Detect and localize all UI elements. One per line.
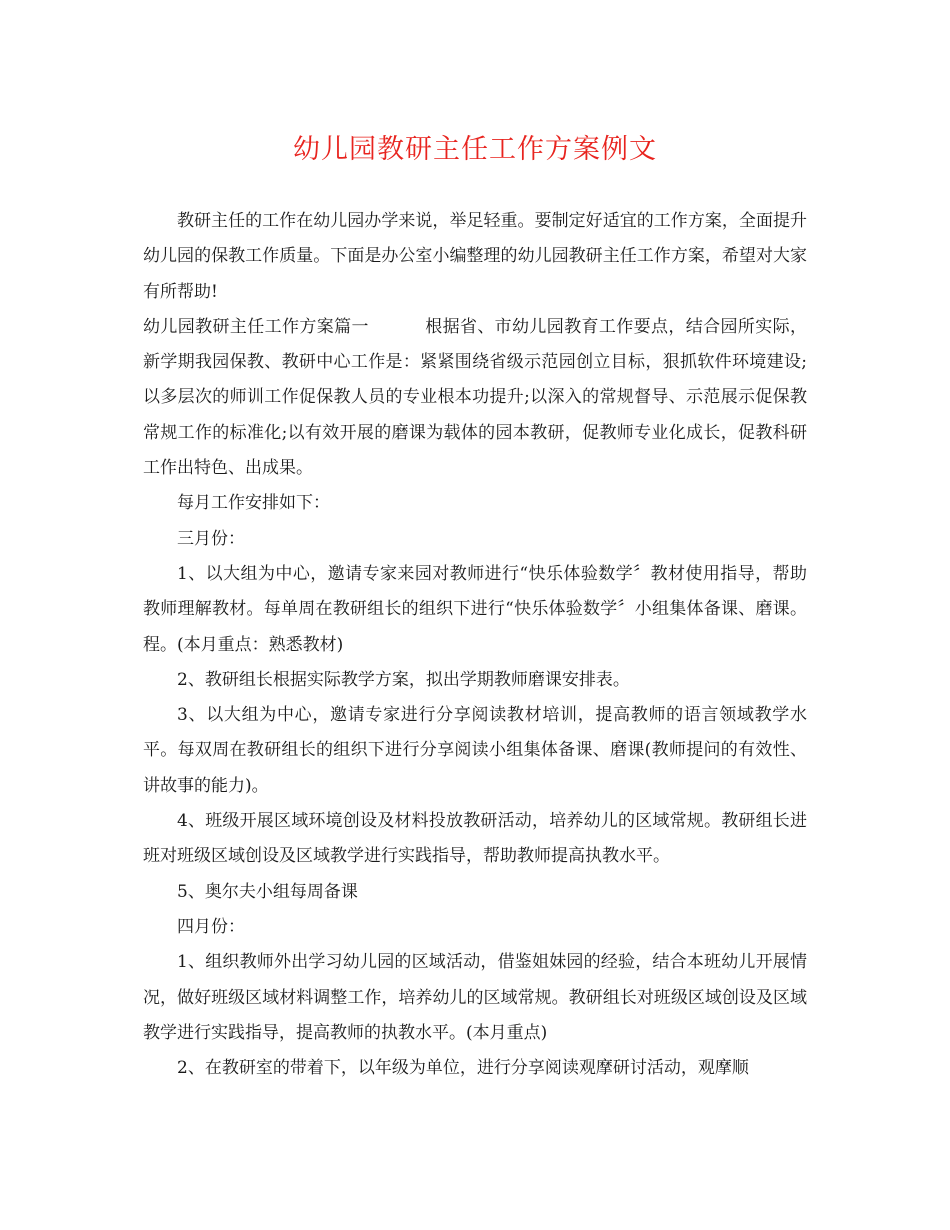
march-item-1: 1、以大组为中心，邀请专家来园对教师进行“快乐体验数学〞教材使用指导，帮助教师理解教材。每单周在教研组长的组织下进行“快乐体验数学〞小组集体备课、磨课。程。(本月重点：熟悉教材)	[143, 563, 807, 655]
march-item-5: 5、奥尔夫小组每周备课	[177, 881, 358, 902]
document-body	[143, 204, 807, 1086]
march-item-2: 2、教研组长根据实际教学方案，拟出学期教师磨课安排表。	[177, 669, 630, 690]
march-label: 三月份：	[177, 528, 245, 549]
section-paragraph	[143, 310, 807, 486]
april-item-1: 1、组织教师外出学习幼儿园的区域活动，借鉴姐妹园的经验，结合本班幼儿开展情况，做好班级区域材料调整工作，培养幼儿的区域常规。教研组长对班级区域创设及区域教学进行实践指导，提高教师的执教水平。(本月重点)	[143, 952, 807, 1043]
section-intro: 根据省、市幼儿园教育工作要点，结合园所实际，新学期我园保教、教研中心工作是：紧紧围绕省级示范园创立目标，狠抓软件环境建设;以多层次的师训工作促保教人员的专业根本功提升;以深入的常规督导、示范展示促保教常规工作的标准化;以有效开展的磨课为载体的园本教研，促教师专业化成长，促教科研工作出特色、出成果。	[143, 316, 807, 479]
section-heading: 幼儿园教研主任工作方案篇一	[143, 316, 369, 337]
document-title: 幼儿园教研主任工作方案例文	[293, 134, 657, 165]
april-label: 四月份：	[177, 916, 245, 937]
march-item-3: 3、以大组为中心，邀请专家进行分享阅读教材培训，提高教师的语言领域教学水平。每双周在教研组长的组织下进行分享阅读小组集体备课、磨课(教师提问的有效性、讲故事的能力)。	[143, 705, 807, 796]
april-item-2: 2、在教研室的带着下，以年级为单位，进行分享阅读观摩研讨活动，观摩顺	[177, 1058, 749, 1079]
march-item-4: 4、班级开展区域环境创设及材料投放教研活动，培养幼儿的区域常规。教研组长进班对班级区域创设及区域教学进行实践指导，帮助教师提高执教水平。	[143, 811, 807, 867]
monthly-label: 每月工作安排如下：	[177, 493, 330, 514]
intro-paragraph: 教研主任的工作在幼儿园办学来说，举足轻重。要制定好适宜的工作方案，全面提升幼儿园的保教工作质量。下面是办公室小编整理的幼儿园教研主任工作方案，希望对大家有所帮助!	[143, 211, 807, 302]
